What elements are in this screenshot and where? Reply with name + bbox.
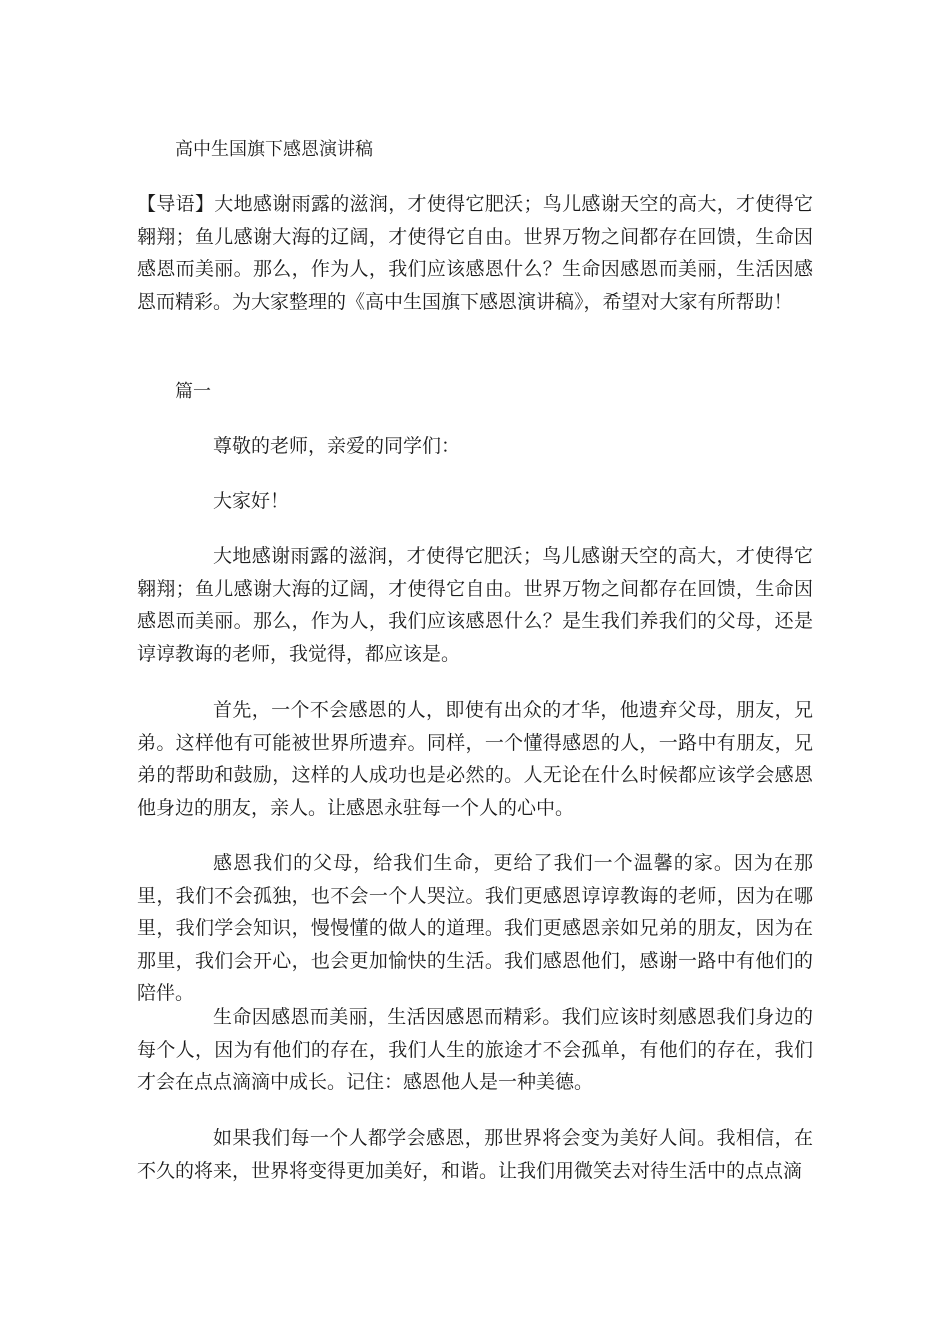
intro-paragraph: 【导语】大地感谢雨露的滋润，才使得它肥沃；鸟儿感谢天空的高大，才使得它翱翔；鱼儿感谢大海的辽阔，才使得它自由。世界万物之间都存在回馈，生命因感恩而美丽。那么，作为人，我们应该感恩什么？生命因感恩而美丽，生活因感恩而精彩。为大家整理的《高中生国旗下感恩演讲稿》，希望对大家有所帮助！ [137,193,813,313]
document-title: 高中生国旗下感恩演讲稿 [175,139,373,160]
body-paragraph: 生命因感恩而美丽，生活因感恩而精彩。我们应该时刻感恩我们身边的每个人，因为有他们的存在，我们人生的旅途才不会孤单，有他们的存在，我们才会在点点滴滴中成长。记住：感恩他人是一种美德。 [137,1006,813,1093]
salutation: 尊敬的老师，亲爱的同学们： [213,435,461,457]
body-paragraph: 感恩我们的父母，给我们生命，更给了我们一个温馨的家。因为在那里，我们不会孤独，也不会一个人哭泣。我们更感恩谆谆教诲的老师，因为在哪里，我们学会知识，慢慢懂的做人的道理。我们更感恩亲如兄弟的朋友，因为在那里，我们会开心，也会更加愉快的生活。我们感恩他们，感谢一路中有他们的陪伴。 [137,852,813,1004]
body-paragraph: 首先，一个不会感恩的人，即使有出众的才华，他遗弃父母，朋友，兄弟。这样他有可能被世界所遗弃。同样，一个懂得感恩的人，一路中有朋友，兄弟的帮助和鼓励，这样的人成功也是必然的。人无论在什么时候都应该学会感恩他身边的朋友，亲人。让感恩永驻每一个人的心中。 [137,699,813,819]
greeting: 大家好！ [213,490,290,512]
section-title: 篇一 [175,381,211,402]
body-paragraph: 如果我们每一个人都学会感恩，那世界将会变为美好人间。我相信，在不久的将来，世界将变得更加美好，和谐。让我们用微笑去对待生活中的点点滴 [137,1127,813,1182]
body-paragraph: 大地感谢雨露的滋润，才使得它肥沃；鸟儿感谢天空的高大，才使得它翱翔；鱼儿感谢大海的辽阔，才使得它自由。世界万物之间都存在回馈，生命因感恩而美丽。那么，作为人，我们应该感恩什么？是生我们养我们的父母，还是谆谆教诲的老师，我觉得，都应该是。 [137,545,813,665]
